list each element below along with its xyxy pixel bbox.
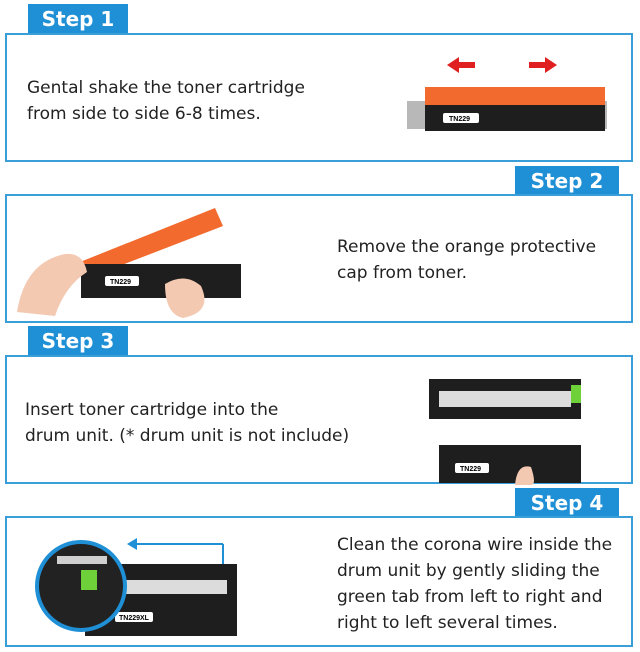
step-1-text: Gental shake the toner cartridge from side to side 6-8 times. <box>27 78 305 124</box>
step-4-panel <box>5 516 633 647</box>
step-3-tab: Step 3 <box>28 326 128 356</box>
step-2-tab: Step 2 <box>515 166 619 196</box>
step-3-panel <box>5 355 633 484</box>
step-1-tab: Step 1 <box>28 4 128 34</box>
step-1-panel <box>5 33 633 162</box>
clean-corona-illustration <box>35 526 241 648</box>
insert-toner-illustration <box>427 375 597 485</box>
toner-shake-illustration <box>397 53 617 153</box>
toner-label: TN229 <box>449 116 471 123</box>
step-4-text: Clean the corona wire inside the drum unit by gently sliding the green tab from left to right and right to left several times. <box>337 535 613 633</box>
step-4-tab: Step 4 <box>515 488 619 518</box>
left-arrow-icon <box>447 57 475 73</box>
toner-label-2: TN229 <box>110 279 132 286</box>
step-2-panel <box>5 194 633 323</box>
step-3-text: Insert toner cartridge into the drum unit. (* drum unit is not include) <box>25 400 350 446</box>
toner-xl-label: TN229XL <box>119 615 149 622</box>
slide-left-arrow-icon <box>127 538 223 564</box>
step-2-text: Remove the orange protective cap from toner. <box>337 237 597 283</box>
remove-cap-illustration <box>15 202 255 320</box>
right-arrow-icon <box>529 57 557 73</box>
toner-label-3: TN229 <box>460 466 482 473</box>
